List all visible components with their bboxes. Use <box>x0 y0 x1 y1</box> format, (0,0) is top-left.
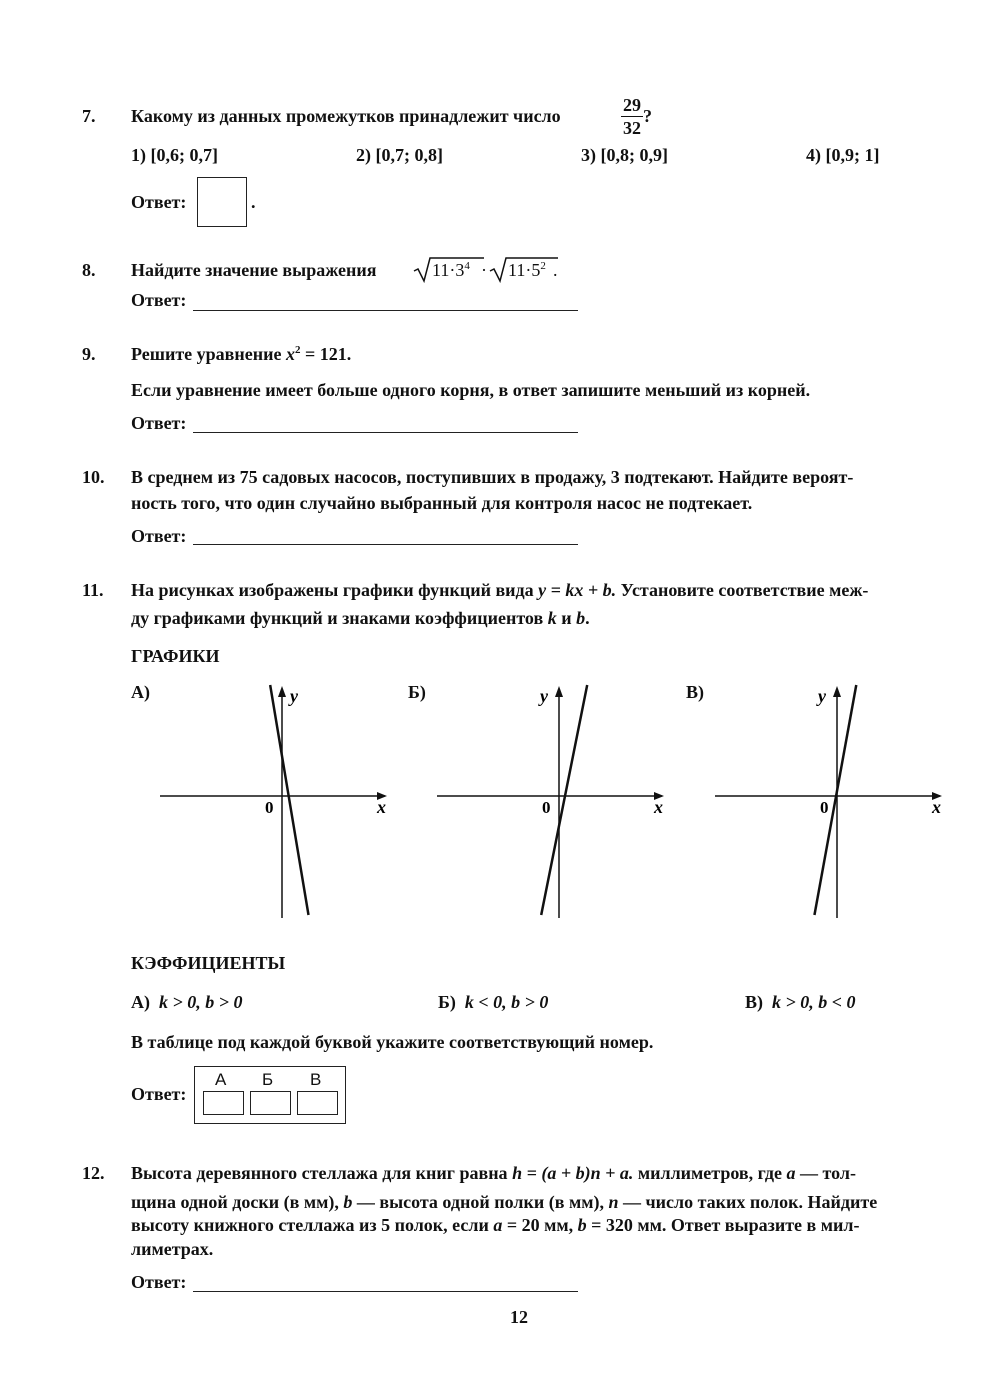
coef-c: В) k > 0, b < 0 <box>745 992 856 1012</box>
q11-table-note: В таблице под каждой буквой укажите соответствующий номер. <box>131 1032 654 1052</box>
graph-b-y-arrow <box>555 686 563 697</box>
q9-note: Если уравнение имеет больше одного корня, в ответ запишите меньший из корней. <box>131 380 811 400</box>
q7-option-2: 2) [0,7; 0,8] <box>356 145 443 165</box>
q7-end: ? <box>643 106 652 126</box>
page-number: 12 <box>510 1307 528 1327</box>
graph-a-y-arrow <box>278 686 286 697</box>
table-cell-c[interactable] <box>297 1091 338 1115</box>
graph-c <box>710 680 950 920</box>
graph-b-x-label: x <box>654 797 663 817</box>
q7-number: 7. <box>82 106 96 126</box>
graph-b <box>432 680 672 920</box>
q12-number: 12. <box>82 1163 105 1183</box>
coef-a: А) k > 0, b > 0 <box>131 992 243 1012</box>
q9-answer-label: Ответ: <box>131 413 187 433</box>
q7-frac-num: 29 <box>623 95 641 115</box>
q7-option-4: 4) [0,9; 1] <box>806 145 880 165</box>
q10-line2: ность того, что один случайно выбранный для контроля насос не подтекает. <box>131 493 753 513</box>
q12-line1: Высота деревянного стеллажа для книг равна h = (a + b)n + a. миллиметров, где a — тол- <box>131 1163 856 1183</box>
graph-b-origin: 0 <box>542 798 551 817</box>
q7-text <box>131 106 561 127</box>
coef-b: Б) k < 0, b > 0 <box>438 992 549 1012</box>
graph-c-y-arrow <box>833 686 841 697</box>
q9-answer-line[interactable] <box>193 432 578 433</box>
q9-text: Решите уравнение $x^2 = 121$. <box>131 344 352 364</box>
coef-heading: КЭФФИЦИЕНТЫ <box>131 953 286 973</box>
q7-answer-label: Ответ: <box>131 192 187 212</box>
q8-expr-b: $11\cdot 5^2$ <box>508 260 546 280</box>
graph-a <box>155 680 395 920</box>
q8-dot: · <box>481 260 487 280</box>
q11-line2: ду графиками функций и знаками коэффициентов k и b. <box>131 608 590 628</box>
q12-line4: лиметрах. <box>131 1239 214 1259</box>
table-cell-b[interactable] <box>250 1091 291 1115</box>
q10-answer-line[interactable] <box>193 544 578 545</box>
q7-answer-box[interactable] <box>197 177 247 227</box>
graph-c-x-label: x <box>932 797 941 817</box>
q8-end: . <box>553 260 558 280</box>
q9-number: 9. <box>82 344 96 364</box>
table-header-c: В <box>310 1070 322 1089</box>
graph-a-x-label: x <box>377 797 386 817</box>
q12-answer-label: Ответ: <box>131 1272 187 1292</box>
q7-question: Какому из данных промежутков принадлежит число <box>131 106 561 126</box>
graph-c-label: В) <box>686 682 704 702</box>
q7-answer-end: . <box>251 192 256 212</box>
q10-line1: В среднем из 75 садовых насосов, поступивших в продажу, 3 подтекают. Найдите вероят- <box>131 467 854 487</box>
q10-answer-label: Ответ: <box>131 526 187 546</box>
q12-line2: щина одной доски (в мм), b — высота одной полки (в мм), n — число таких полок. Найдите <box>131 1192 878 1212</box>
q12-answer-line[interactable] <box>193 1291 578 1292</box>
q7-option-1: 1) [0,6; 0,7] <box>131 145 218 165</box>
q8-expr-a: $11\cdot 3^4$ <box>432 260 470 280</box>
q8-answer-line[interactable] <box>193 310 578 311</box>
graph-b-label: Б) <box>408 682 426 702</box>
q8-answer-label: Ответ: <box>131 290 187 310</box>
graph-b-y-label: y <box>540 686 548 706</box>
graph-c-y-label: y <box>818 686 826 706</box>
graph-a-y-label: y <box>290 686 298 706</box>
graph-a-origin: 0 <box>265 798 274 817</box>
q7-fraction <box>621 96 652 137</box>
table-cell-a[interactable] <box>203 1091 244 1115</box>
q11-answer-label: Ответ: <box>131 1084 187 1104</box>
table-header-b: Б <box>262 1070 274 1089</box>
q12-line3: высоту книжного стеллажа из 5 полок, если a = 20 мм, b = 320 мм. Ответ выразите в мил- <box>131 1215 860 1235</box>
q11-number: 11. <box>82 580 104 600</box>
graphs-heading: ГРАФИКИ <box>131 646 220 666</box>
q11-line1: На рисунках изображены графики функций вида y = kx + b. Установите соответствие меж- <box>131 580 869 600</box>
q7-option-3: 3) [0,8; 0,9] <box>581 145 668 165</box>
q8-number: 8. <box>82 260 96 280</box>
q8-text: Найдите значение выражения <box>131 260 377 280</box>
table-header-a: А <box>215 1070 227 1089</box>
graph-c-origin: 0 <box>820 798 829 817</box>
q7-frac-den: 32 <box>623 118 641 138</box>
q10-number: 10. <box>82 467 105 487</box>
graph-a-function-line <box>270 685 308 915</box>
graph-a-label: А) <box>131 682 150 702</box>
